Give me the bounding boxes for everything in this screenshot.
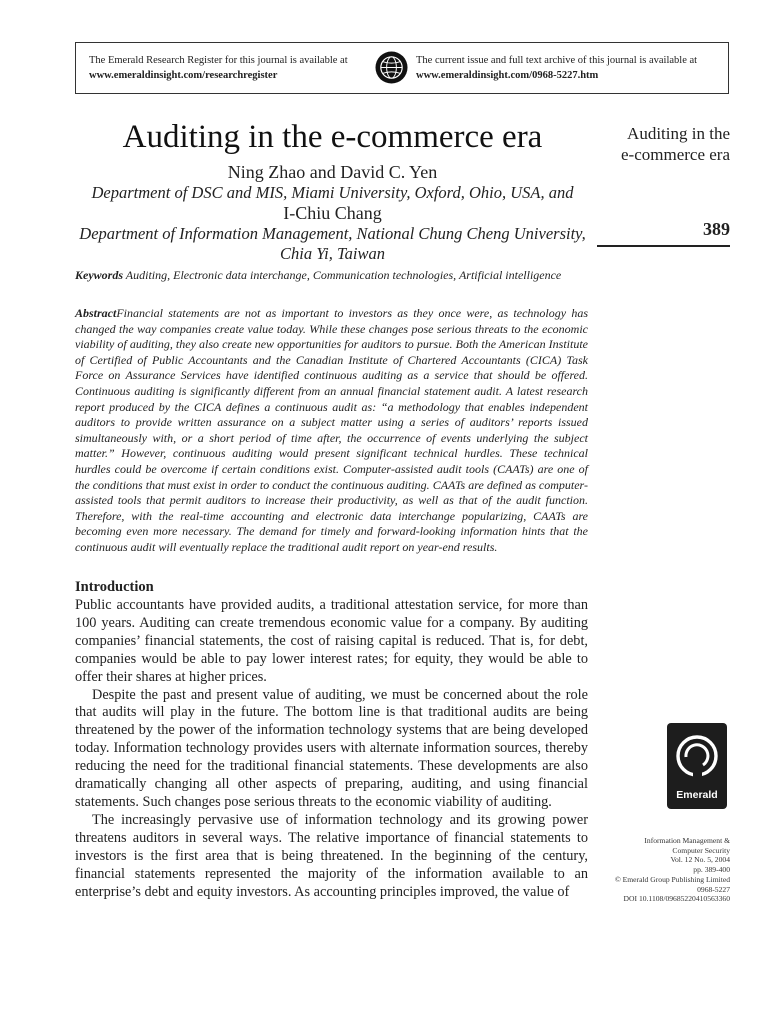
author-names-1: Ning Zhao and David C. Yen	[227, 162, 438, 182]
abstract-label: Abstract	[75, 306, 117, 320]
keywords	[75, 267, 590, 283]
body-text	[75, 597, 588, 901]
paragraph: The increasingly pervasive use of information technology and its growing power threatens auditors in several ways. The relative importance of financial statements to investors is the first area that is being threatened. In the beginning of the century, financial statements represented the majority of the information available to an enterprise’s debt and equity investors. As accounting principles improved, the value of	[75, 811, 588, 900]
abstract-text: Financial statements are not as important to investors as they once were, as technology has changed the way companies create value today. While these changes pose serious threats to the economic viability of auditing, they also create new opportunities for auditors to pursue. Both the American Institute of Certified of Public Accountants and the Canadian Institute of Chartered Accountants (CICA) Task Force on Assurance Services have identified continuous auditing as a service that should be offered. Continuous auditing is significantly different from an annual financial statement audit. A latest research report produced by the CICA defines a continuous audit as: “a methodology that enables independent auditors to provide written assurance on a subject matter using a series of auditors’ reports issued simultaneously with, or a short period of time after, the occurrence of events underlying the subject matter.” However, continuous auditing would present significant technical hurdles. These technical hurdles could be overcome if certain conditions exist. Computer-assisted audit tools (CAATs) are one of the conditions that must exist in order to conduct the continuous auditing. CAATs are defined as computer-assisted tools that permit auditors to increase their productivity, as well as that of the audit function. Therefore, with the real-time accounting and electronic data interchange popularizing, CAATs are becoming even more necessary. The demand for timely and forward-looking information hints that the continuous audit will eventually replace the traditional audit report on year-end results.	[75, 306, 588, 554]
doi: DOI 10.1108/09685220410563360	[623, 894, 730, 904]
copyright: © Emerald Group Publishing Limited	[614, 874, 730, 884]
journal-name-1: Information Management &	[644, 836, 730, 845]
publication-info	[590, 836, 730, 904]
running-head	[598, 123, 730, 165]
author-names-2: I-Chiu Chang	[283, 203, 382, 223]
full-text-archive-text: The current issue and full text archive of this journal is available at	[416, 55, 698, 66]
full-text-archive-notice	[416, 53, 697, 83]
issn: 0968-5227	[697, 884, 730, 894]
publisher-logo	[667, 723, 727, 809]
journal-name-2: Computer Security	[672, 845, 730, 855]
research-register-notice	[89, 53, 348, 83]
section-heading-introduction: Introduction	[75, 579, 154, 595]
volume-info: Vol. 12 No. 5, 2004	[670, 855, 730, 865]
paragraph: Despite the past and present value of auditing, we must be concerned about the role that audits will play in the future. The bottom line is that traditional audits are being threatened by the power of the information technology systems that are being developed today. Information technology provides users with alternate information sources, thereby reducing the need for the traditional financial statements. These developments are also dramatically changing all other aspects of preparing, auditing, and using financial statements. Such changes pose serious threats to the economic viability of auditing.	[75, 686, 588, 810]
author-affiliation-1: Department of DSC and MIS, Miami University, Oxford, Ohio, USA, and	[91, 182, 574, 202]
paragraph: Public accountants have provided audits, a traditional attestation service, for more than 100 years. Auditing can create tremendous economic value for a company. By auditing companies’ financial statements, the cost of raising capital is reduced. That is, for debt, companies would be able to pay lower interest rates; for equity, they would be able to offer their shares at higher prices.	[75, 597, 588, 685]
publisher-logo-label: Emerald	[676, 789, 718, 801]
emerald-swirl-icon	[667, 723, 727, 789]
article-title: Auditing in the e-commerce era	[122, 119, 543, 155]
abstract	[75, 306, 588, 556]
globe-icon	[375, 51, 408, 84]
page-number: 389	[703, 219, 730, 239]
running-head-divider	[597, 245, 730, 247]
research-register-text: The Emerald Research Register for this journal is available at	[89, 55, 348, 66]
journal-archive-link[interactable]: www.emeraldinsight.com/0968-5227.htm	[416, 70, 599, 81]
author-affiliation-2a: Department of Information Management, National Chung Cheng University,	[79, 223, 586, 243]
running-head-line-2: e-commerce era	[621, 145, 730, 164]
author-affiliation-2b: Chia Yi, Taiwan	[279, 244, 385, 263]
research-register-link[interactable]: www.emeraldinsight.com/researchregister	[89, 70, 278, 81]
author-block	[75, 162, 590, 265]
page-range: pp. 389-400	[693, 865, 730, 875]
running-head-line-1: Auditing in the	[627, 124, 730, 143]
journal-availability-header	[75, 42, 729, 94]
keywords-text: Auditing, Electronic data interchange, Communication technologies, Artificial intelligence	[123, 268, 562, 282]
keywords-label: Keywords	[75, 268, 123, 282]
